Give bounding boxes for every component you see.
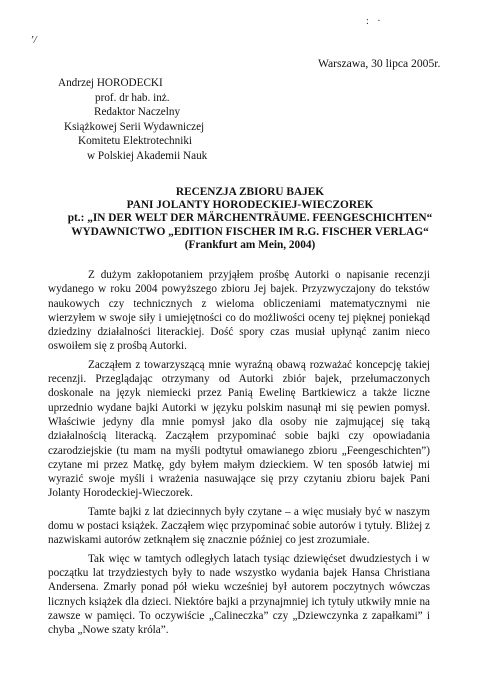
addressee-line: Komitetu Elektrotechniki [78, 135, 193, 148]
review-heading [0, 186, 500, 252]
heading-line: RECENZJA ZBIORU BAJEK [175, 186, 325, 198]
addressee-block [0, 76, 220, 164]
margin-mark: : · [366, 16, 384, 27]
dateline: Warszawa, 30 lipca 2005r. [318, 57, 441, 70]
review-body [48, 268, 430, 641]
body-paragraph: Tamte bajki z lat dziecinnych były czytane – a więc musiały być w naszym domu w postaci książek. Zacząłem więc przypominać sobie autorów i tytuły. Bliżej z nazwiskami autorów zetknąłem się znacznie później co jest zrozumiałe. [48, 505, 430, 547]
body-paragraph: Tak więc w tamtych odległych latach tysiąc dziewięćset dwudziestych i w początku lat trzydziestych były to nade wszystko wydania bajek Hansa Christiana Andersena. Zmarły ponad pół wieku wcześniej był autorem poczytnych wówczas licznych książek dla dzieci. Niektóre bajki a przynajmniej ich tytuły utkwiły mnie na zawsze w pamięci. To oczywiście „Calineczka” czy „Dziewczynka z zapałkami” i chyba „Nowe szaty króla”. [48, 552, 430, 637]
addressee-name: Andrzej HORODECKI [58, 77, 163, 89]
body-paragraph: Z dużym zakłopotaniem przyjąłem prośbę Autorki o napisanie recenzji wydanego w roku 2004 powyższego zbioru Jej bajek. Przyzwyczajony do tekstów naukowych czy technicznych z wieloma obliczeniami matematycznymi nie wierzyłem w swoje siły i umiejętności co do możliwości oceny tej pięknej poniekąd dziedziny działalności literackiej. Dość spory czas musiał upłynąć zanim nieco oswoiłem się z prośbą Autorki. [48, 269, 430, 353]
heading-line: PANI JOLANTY HORODECKIEJ-WIECZOREK [126, 199, 374, 212]
addressee-line: w Polskiej Akademii Nauk [87, 149, 208, 162]
body-paragraph: Zacząłem z towarzyszącą mnie wyraźną obawą rozważać koncepcję takiej recenzji. Przeglądając otrzymany od Autorki zbiór bajek, przełumaczonych doskonale na język niemiecki przez Panią Ewelinę Bartkiewicz a także liczne uprzednio wydane bajki Autorki w języku polskim nasunął mi się pewien pomysł. Właściwie jedyny dla mnie pomysł jako dla osoby nie zajmującej się taką działalnością literacką. Zacząłem przypominać sobie bajki czy opowiadania czarodziejskie (tu mam na myśli podtytuł omawianego zbioru „Feengeschichten”) czytane mi przez Matkę, gdy byłem małym dzieckiem. W ten sposób łatwiej mi wyrazić swoje myśli i wrażenia nasuwające się przy czytaniu zbioru bajek Pani Jolanty Horodeckiej-Wieczorek. [48, 358, 430, 500]
addressee-line: Redaktor Naczelny [94, 106, 181, 119]
heading-line: (Frankfurt am Mein, 2004) [184, 238, 316, 251]
heading-line: pt.: „IN DER WELT DER MÄRCHENTRÄUME. FEENGESCHICHTEN“ [67, 212, 433, 225]
margin-mark: ’/ [30, 34, 37, 46]
addressee-line: Książkowej Serii Wydawniczej [64, 120, 205, 133]
addressee-title: prof. dr hab. inż. [95, 91, 170, 104]
heading-line: WYDAWNICTWO „EDITION FISCHER IM R.G. FISCHER VERLAG“ [71, 225, 429, 238]
